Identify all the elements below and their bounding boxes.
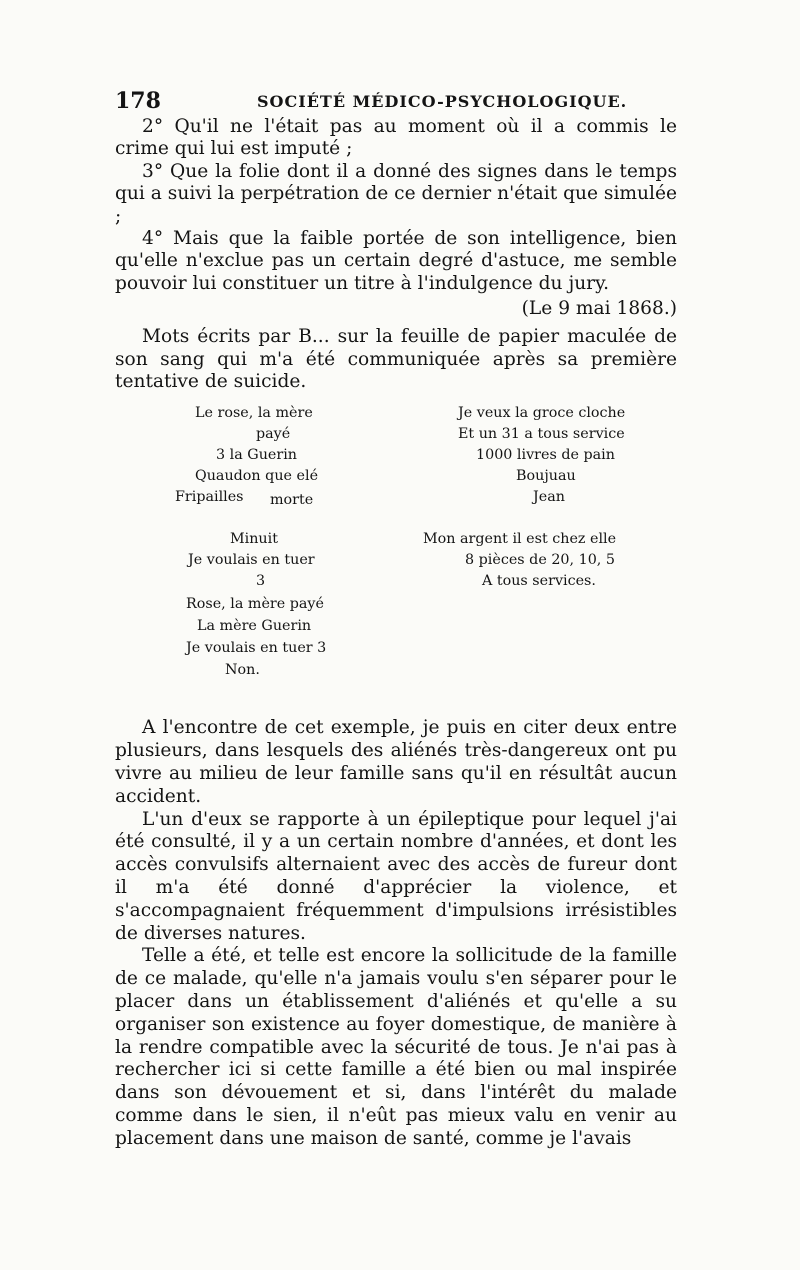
paragraph: A l'encontre de cet exemple, je puis en citer deux entre plusieurs, dans lesquels des aliénés très-dangereux ont pu vivre au milieu de leur famille sans qu'il en résultât aucun accident. <box>115 717 677 807</box>
note-line: 8 pièces de 20, 10, 5 <box>465 552 615 569</box>
note-line: Je voulais en tuer 3 <box>186 640 327 657</box>
note-line: Le rose, la mère <box>195 405 313 422</box>
note-line: 3 la Guerin <box>216 447 297 464</box>
note-line: Je voulais en tuer <box>188 552 315 569</box>
note-line: Jean <box>533 489 565 506</box>
page-header <box>115 88 677 116</box>
paragraph: Telle a été, et telle est encore la sollicitude de la famille de ce malade, qu'elle n'a jamais voulu s'en séparer pour le placer dans un établissement d'aliénés et qu'elle a su organiser son existence au foyer domestique, de manière à la rendre compatible avec la sécurité de tous. Je n'ai pas à rechercher ici si cette famille a été bien ou mal inspirée dans son dévouement et si, dans l'intérêt du malade comme dans le sien, il n'eût pas mieux valu en venir au placement dans une maison de santé, comme je l'avais <box>115 945 677 1149</box>
note-line: Non. <box>225 662 260 679</box>
note-line: Mon argent il est chez elle <box>423 531 617 548</box>
running-title: SOCIÉTÉ MÉDICO-PSYCHOLOGIQUE. <box>257 92 628 111</box>
note-line: Et un 31 a tous service <box>458 426 625 443</box>
note-line: 1000 livres de pain <box>476 447 615 464</box>
note-line: Minuit <box>230 531 278 548</box>
list-item-3: 3° Que la folie dont il a donné des signes dans le temps qui a suivi la perpétration de ce dernier n'était que simulée ; <box>115 160 677 227</box>
note-line: morte <box>270 492 314 509</box>
note-line: Fripailles <box>175 489 244 506</box>
note-line: La mère Guerin <box>197 618 312 635</box>
note-line: A tous services. <box>482 573 596 590</box>
note-line: Rose, la mère payé <box>186 596 324 613</box>
note-line: Quaudon que elé <box>195 468 319 485</box>
note-intro: Mots écrits par B... sur la feuille de papier maculée de son sang qui m'a été communiquée après sa première tentative de suicide. <box>115 326 677 393</box>
note-line: payé <box>256 426 291 443</box>
list-item-4: 4° Mais que la faible portée de son intelligence, bien qu'elle n'exclue pas un certain degré d'astuce, me semble pouvoir lui constituer un titre à l'indulgence du jury. <box>115 228 677 294</box>
body-text <box>115 717 677 1150</box>
paragraph: L'un d'eux se rapporte à un épileptique pour lequel j'ai été consulté, il y a un certain nombre d'années, et dont les accès convulsifs alternaient avec des accès de fureur dont il m'a été donné d'apprécier la violence, et s'accompagnaient fréquemment d'impulsions irrésistibles de diverses natures. <box>115 808 677 944</box>
page-number: 178 <box>115 88 161 114</box>
book-page <box>115 88 677 1151</box>
handwritten-note-transcription <box>115 403 677 713</box>
note-line: Je veux la groce cloche <box>458 405 626 422</box>
note-line: 3 <box>256 573 266 590</box>
list-item-2: 2° Qu'il ne l'était pas au moment où il a commis le crime qui lui est imputé ; <box>115 116 677 160</box>
report-date: (Le 9 mai 1868.) <box>521 298 677 320</box>
note-line: Boujuau <box>516 468 576 485</box>
